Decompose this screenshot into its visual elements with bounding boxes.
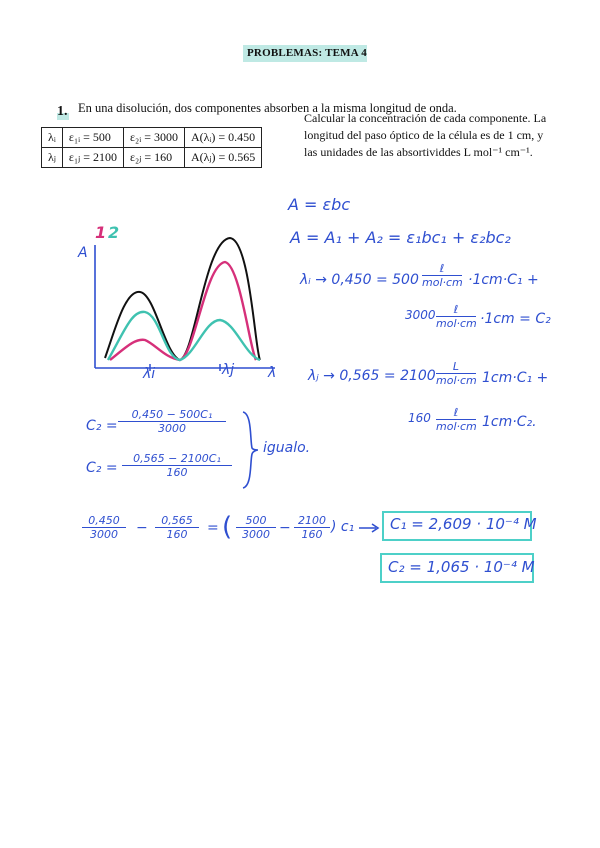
eq-li-2-coef: 3000 [405,308,436,322]
eq-lj-lhs: λⱼ → 0,565 = 2100 [308,368,436,384]
c2-numerator-2: 0,565 − 2100C₁ [122,452,232,466]
task-line-2: longitud del paso óptico de la célula es de 1 cm, y [304,128,544,142]
brace [240,410,260,490]
problem-number: 1. [57,104,68,119]
eq-li-2-rhs: ·1cm = C₂ [480,311,551,327]
table-row [42,148,262,168]
table-cell: λᵢ [42,128,63,148]
problem-intro: En una disolución, dos componentes absorben a la misma longitud de onda. [78,101,457,115]
c1-tail: ) c₁ [331,519,355,535]
table-cell: ε₁ⱼ = 2100 [62,148,123,168]
result-c2: C₂ = 1,065 · 10⁻⁴ M [388,558,535,576]
igualo-note: igualo. [263,440,311,456]
unit-numerator: L [436,360,476,374]
y-axis-label: A [78,245,88,261]
task-line-3: las unidades de las absortividdes L mol⁻¹ cm⁻¹. [304,145,533,159]
unit-denominator: mol·cm [436,317,477,330]
eq-lj-2-rhs: 1cm·C₂. [482,414,537,430]
eq-denominator-1: 3000 [90,528,118,541]
eq-numerator-2: 0,565 [155,514,199,528]
c2-expr-1-lhs: C₂ = [86,418,118,434]
curve-total [105,238,260,360]
eq-numerator-3: 500 [236,514,276,528]
curve-label-2: 2 [108,223,120,242]
eq-fraction-2 [155,514,199,541]
eq-denominator-4: 160 [301,528,323,541]
eq-fraction-4 [294,514,330,541]
table-cell: λⱼ [42,148,63,168]
unit-numerator: ℓ [436,303,476,317]
tick-j-label: λj [222,362,235,378]
equals-sign: = [207,520,219,536]
c2-fraction-2 [122,452,232,479]
table-cell: A(λᵢ) = 0.450 [184,128,261,148]
c2-denominator-2: 160 [166,466,188,479]
result-c1: C₁ = 2,609 · 10⁻⁴ M [390,515,537,533]
eq-numerator-1: 0,450 [82,514,126,528]
tick-i-label: λi [143,366,156,382]
eq-denominator-3: 3000 [242,528,270,541]
eq-denominator-2: 160 [166,528,188,541]
unit-denominator: mol·cm [436,374,477,387]
unit-fraction [436,360,476,387]
x-axis-label: λ [268,365,277,381]
absorptivity-table [41,127,262,168]
minus-sign-2: − [279,520,291,536]
table-row [42,128,262,148]
c2-fraction-1 [118,408,226,435]
eq-lj-rhs: 1cm·C₁ + [482,370,549,386]
eq-li-lhs: λᵢ → 0,450 = 500 [300,272,419,288]
unit-fraction [422,262,462,289]
page-title: PROBLEMAS: TEMA 4 [247,47,367,59]
table-cell: A(λⱼ) = 0.565 [184,148,261,168]
unit-fraction [436,406,476,433]
unit-numerator: ℓ [422,262,462,276]
table-cell: ε₁ᵢ = 500 [62,128,123,148]
c2-denominator-1: 3000 [158,422,186,435]
curve-teal [108,312,260,360]
unit-fraction [436,303,476,330]
equation-beer-law: A = εbc [288,195,351,214]
c2-numerator-1: 0,450 − 500C₁ [118,408,226,422]
equation-additive: A = A₁ + A₂ = ε₁bc₁ + ε₂bc₂ [290,228,511,247]
unit-denominator: mol·cm [436,420,477,433]
unit-numerator: ℓ [436,406,476,420]
unit-denominator: mol·cm [422,276,463,289]
eq-lj-2-coef: 160 [408,411,431,425]
minus-sign: − [136,520,148,536]
eq-numerator-4: 2100 [294,514,330,528]
table-cell: ε₂ⱼ = 160 [124,148,185,168]
curve-label-1: 1 [95,223,107,242]
paren-open: ( [222,512,233,542]
arrow-icon [358,522,380,534]
eq-fraction-3 [236,514,276,541]
curve-pink [110,262,256,360]
task-line-1: Calcular la concentración de cada componente. La [304,111,547,125]
table-cell: ε₂ᵢ = 3000 [124,128,185,148]
c2-expr-2-lhs: C₂ = [86,460,118,476]
absorbance-sketch [70,220,290,390]
eq-fraction-1 [82,514,126,541]
eq-li-rhs: ·1cm·C₁ + [468,272,539,288]
